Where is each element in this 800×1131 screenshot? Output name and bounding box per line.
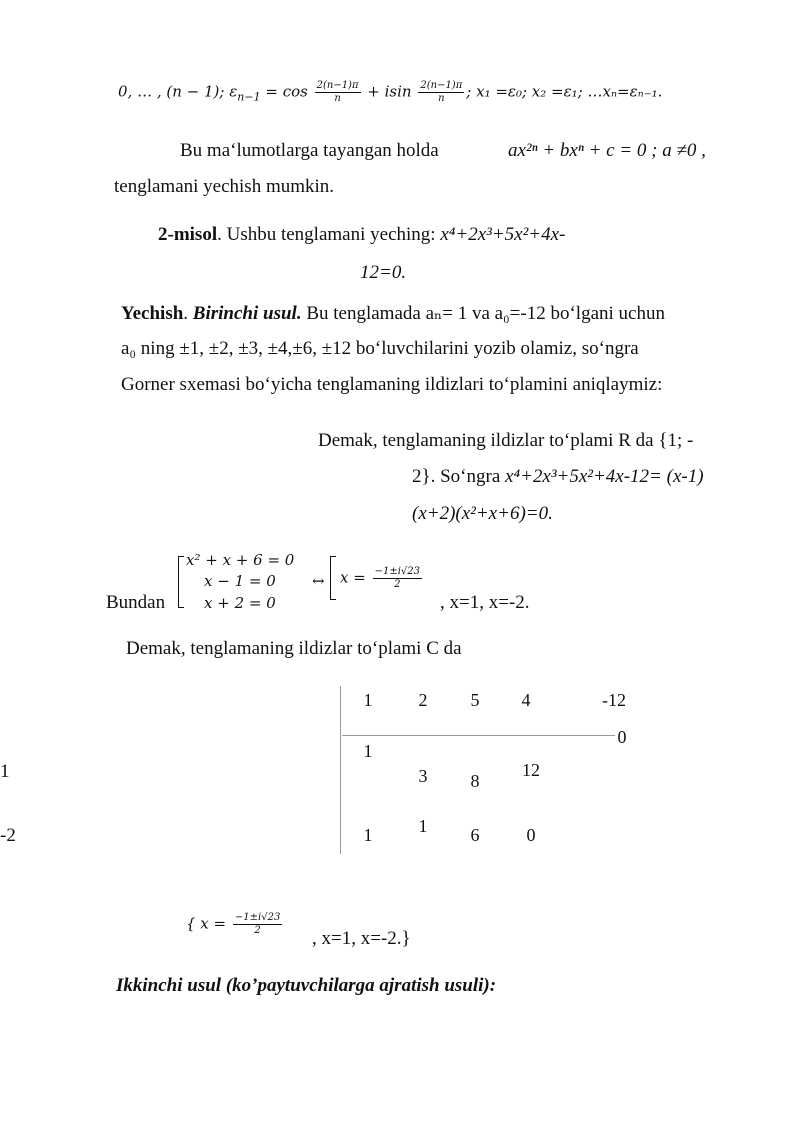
solution-bracket <box>330 556 336 600</box>
cos-fraction: $\frac{2(n-1)\pi}{n}$ <box>316 80 359 104</box>
horner-coeff: 1 <box>363 690 373 710</box>
demak1-line3: (x+2)(x²+x+6)=0. <box>412 503 553 524</box>
horner-coeff: 5 <box>470 690 480 710</box>
method2-heading: Ikkinchi usul (ko’paytuvchilarga ajratish usuli): <box>116 975 497 996</box>
final-root-rest: , x=1, x=-2.} <box>312 928 411 949</box>
para1-line2: tenglamani yechish mumkin. <box>114 176 335 197</box>
demak1-line1: Demak, tenglamaning ildizlar to‘plami R da {1; - <box>318 430 694 451</box>
horner-row-label: 1 <box>0 761 10 782</box>
bundan-label: Bundan <box>106 592 166 613</box>
horner-cell: 0 <box>526 825 536 845</box>
system-eq1: x² + x + 6 = 0 <box>186 551 295 569</box>
demak1-line2: 2}. So‘ngra x⁴+2x³+5x²+4x-12= (x-1) <box>412 466 704 487</box>
horner-cell: 1 <box>418 816 428 836</box>
para1-line1: Bu ma‘lumotlarga tayangan holda <box>180 140 439 161</box>
horner-cell: 1 <box>363 825 373 845</box>
horner-cell: 8 <box>470 771 480 791</box>
system-root: x = $\frac{-1\pm i√23}{2}$ <box>340 566 420 590</box>
solution-line3: Gorner sxemasi bo‘yicha tenglamaning ildizlari to‘plamini aniqlaymiz: <box>121 374 663 395</box>
solution-line1: Yechish. Birinchi usul. Bu tenglamada aₙ= 1 va a₀=-12 bo‘lgani uchun <box>121 303 665 324</box>
demak2-line: Demak, tenglamaning ildizlar to‘plami C da <box>126 638 462 659</box>
horner-coeff: -12 <box>602 690 626 710</box>
top-formula: 0, … , (n − 1); $\varepsilon_{n-1} = \cos$ $\frac{2(n-1)\pi}{n}$ + isin $\frac{2(n-1)\pi}{n}$ ; x₁ =ε₀; x₂ =ε₁; …xₙ=εₙ₋₁. <box>118 80 663 104</box>
sin-fraction: $\frac{2(n-1)\pi}{n}$ <box>420 80 463 104</box>
example-equation-cont: 12=0. <box>360 262 407 283</box>
equivalence-arrow: ↔ <box>312 572 325 590</box>
horner-horizontal-line <box>342 735 615 736</box>
horner-row-label: -2 <box>0 825 16 846</box>
para1-equation: ax²ⁿ + bxⁿ + c = 0 ; a ≠0 , <box>508 140 706 161</box>
solution-line2: a₀ ning ±1, ±2, ±3, ±4,±6, ±12 bo‘luvchilarini yozib olamiz, so‘ngra <box>121 338 639 359</box>
final-root-set: { x = $\frac{-1\pm i√23}{2}$ <box>186 912 281 936</box>
horner-cell: 3 <box>418 766 428 786</box>
root-fraction: $\frac{-1\pm i√23}{2}$ <box>374 566 420 590</box>
system-eq3: x + 2 = 0 <box>204 594 276 612</box>
system-eq2: x − 1 = 0 <box>204 572 276 590</box>
final-root-fraction: $\frac{-1\pm i√23}{2}$ <box>234 912 281 936</box>
horner-coeff: 2 <box>418 690 428 710</box>
example-line: 2-misol. Ushbu tenglamani yeching: x⁴+2x³+5x²+4x- <box>158 224 566 245</box>
horner-coeff: 4 <box>521 690 531 710</box>
system-bracket <box>178 556 184 608</box>
system-other-roots: , x=1, x=-2. <box>440 592 530 613</box>
horner-zero: 0 <box>617 727 627 747</box>
horner-cell: 6 <box>470 825 480 845</box>
horner-cell: 12 <box>522 760 540 780</box>
horner-vertical-line <box>340 686 341 854</box>
horner-cell: 1 <box>363 741 373 761</box>
